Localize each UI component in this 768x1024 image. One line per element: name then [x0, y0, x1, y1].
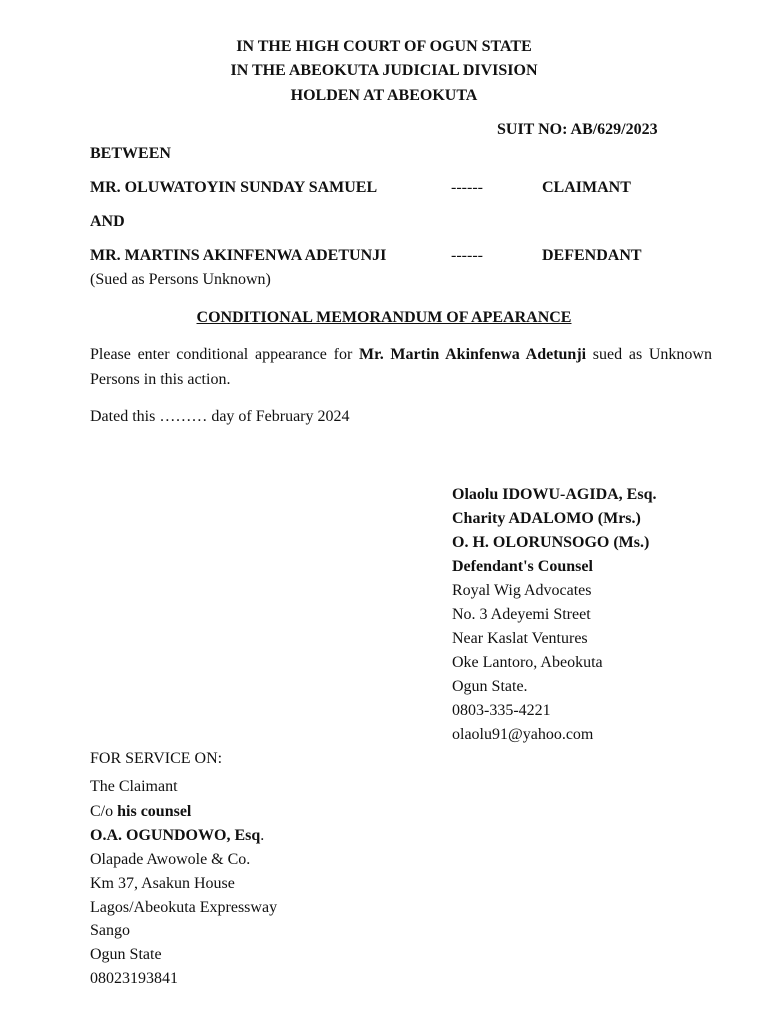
counsel-address-4: Ogun State.: [452, 678, 528, 695]
service-address-4: Ogun State: [90, 946, 162, 963]
counsel-address-3: Oke Lantoro, Abeokuta: [452, 654, 603, 671]
service-address-2: Lagos/Abeokuta Expressway: [90, 899, 278, 916]
defendant-name: MR. MARTINS AKINFENWA ADETUNJI: [90, 247, 387, 264]
between-label: BETWEEN: [90, 145, 171, 162]
service-care-of: [90, 802, 191, 822]
service-counsel-name-dot: .: [260, 827, 265, 844]
service-address-1: Km 37, Asakun House: [90, 875, 235, 892]
service-counsel-name-bold: O.A. OGUNDOWO, Esq: [90, 827, 261, 844]
suit-number: SUIT NO: AB/629/2023: [497, 121, 658, 138]
counsel-name-2: Charity ADALOMO (Mrs.): [452, 510, 641, 527]
counsel-address-2: Near Kaslat Ventures: [452, 630, 588, 647]
service-phone: 08023193841: [90, 970, 178, 987]
service-line-1: The Claimant: [90, 778, 178, 795]
document-title: CONDITIONAL MEMORANDUM OF APEARANCE: [196, 309, 572, 326]
counsel-phone: 0803-335-4221: [452, 702, 551, 719]
service-care-of-bold: his counsel: [117, 803, 192, 820]
dated-line: Dated this ……… day of February 2024: [90, 408, 350, 425]
counsel-address-1: No. 3 Adeyemi Street: [452, 606, 591, 623]
defendant-note: (Sued as Persons Unknown): [90, 271, 271, 288]
counsel-email: olaolu91@yahoo.com: [452, 726, 594, 743]
body-party-name: Mr. Martin Akinfenwa Adetunji: [358, 346, 587, 363]
defendant-role: DEFENDANT: [542, 247, 642, 264]
body-paragraph: [90, 342, 712, 392]
claimant-role: CLAIMANT: [542, 179, 631, 196]
defendant-dashes: ------: [451, 247, 483, 264]
counsel-name-3: O. H. OLORUNSOGO (Ms.): [452, 534, 650, 551]
counsel-name-1: Olaolu IDOWU-AGIDA, Esq.: [452, 486, 657, 503]
claimant-dashes: ------: [451, 179, 483, 196]
court-header-line-2: IN THE ABEOKUTA JUDICIAL DIVISION: [230, 62, 538, 79]
counsel-role: Defendant's Counsel: [452, 558, 593, 575]
counsel-firm: Royal Wig Advocates: [452, 582, 592, 599]
service-counsel-name: [90, 826, 264, 846]
service-heading: FOR SERVICE ON:: [90, 750, 223, 767]
body-prefix: Please enter conditional appearance for: [90, 346, 359, 363]
claimant-name: MR. OLUWATOYIN SUNDAY SAMUEL: [90, 179, 378, 196]
body-suffix: sued as Unknown Persons in this action.: [90, 346, 712, 388]
service-firm: Olapade Awowole & Co.: [90, 851, 251, 868]
and-label: AND: [90, 213, 125, 230]
service-address-3: Sango: [90, 922, 130, 939]
court-header-line-1: IN THE HIGH COURT OF OGUN STATE: [236, 38, 532, 55]
court-header-line-3: HOLDEN AT ABEOKUTA: [290, 87, 478, 104]
service-care-of-prefix: C/o: [90, 803, 118, 820]
